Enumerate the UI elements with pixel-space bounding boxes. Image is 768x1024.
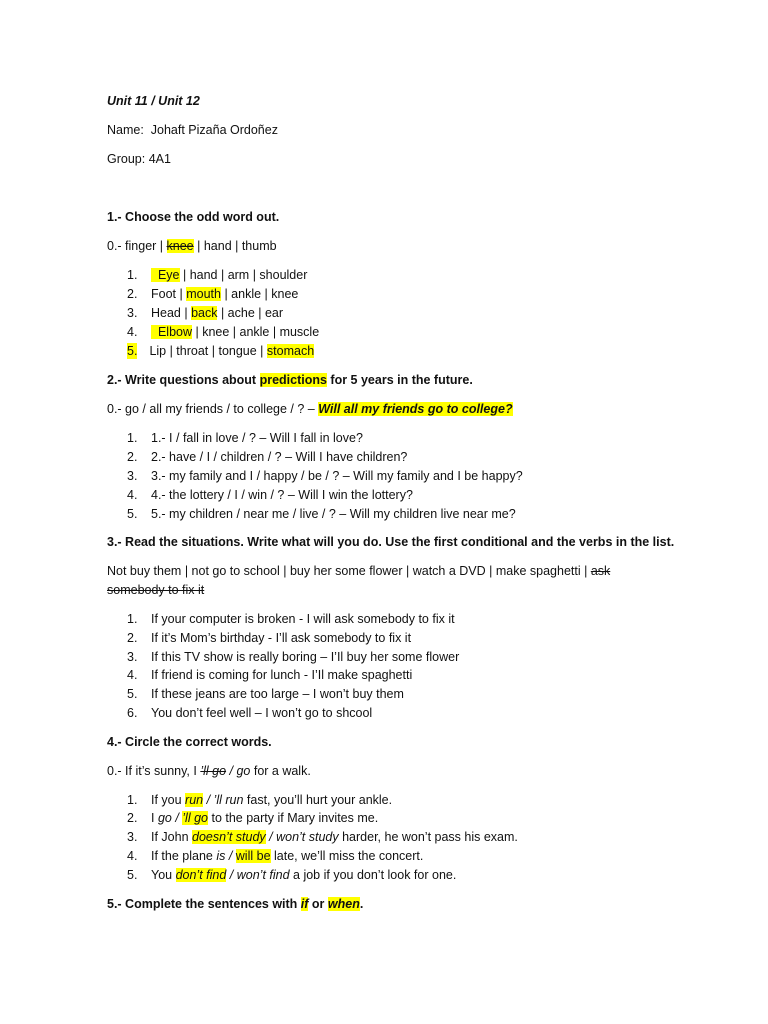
group-line: Group: 4A1 (107, 152, 171, 166)
list-item: 2. 2.- have / I / children / ? – Will I have children? (127, 450, 408, 464)
section4-example: 0.- If it’s sunny, I ’ll go / go for a walk. (107, 764, 311, 778)
list-item: 1. If your computer is broken - I will ask somebody to fix it (127, 612, 455, 626)
list-item: 3. If this TV show is really boring – I’Il buy her some flower (127, 650, 460, 664)
list-item: 5. You don’t find / won’t find a job if you don’t look for one. (127, 868, 457, 882)
list-item: 1. 1.- I / fall in love / ? – Will I fall in love? (127, 431, 363, 445)
section1-example: 0.- finger | knee | hand | thumb (107, 239, 277, 253)
list-item: 2. I go / ’ll go to the party if Mary invites me. (127, 811, 379, 825)
unit-heading: Unit 11 / Unit 12 (107, 94, 200, 108)
name-line: Name: Johaft Pizaña Ordoñez (107, 123, 278, 137)
section4-title: 4.- Circle the correct words. (107, 735, 272, 749)
list-item: 2. Foot | mouth | ankle | knee (127, 287, 299, 301)
section2-title: 2.- Write questions about predictions for 5 years in the future. (107, 373, 473, 387)
list-item: 2. If it’s Mom’s birthday - I’ll ask somebody to fix it (127, 631, 412, 645)
list-item: 1. If you run / ’ll run fast, you’ll hurt your ankle. (127, 793, 393, 807)
list-item: 3. Head | back | ache | ear (127, 306, 284, 320)
list-item: 3. If John doesn’t study / won’t study harder, he won’t pass his exam. (127, 830, 518, 844)
list-item: 1. Eye | hand | arm | shoulder (127, 268, 308, 282)
list-item: 4. 4.- the lottery / I / win / ? – Will I win the lottery? (127, 488, 413, 502)
list-item: 4. If friend is coming for lunch - I’Il make spaghetti (127, 668, 413, 682)
section1-title: 1.- Choose the odd word out. (107, 210, 280, 224)
list-item: 6. You don’t feel well – I won’t go to shcool (127, 706, 373, 720)
section5-title: 5.- Complete the sentences with if or when. (107, 897, 364, 911)
section3-title: 3.- Read the situations. Write what will you do. Use the first conditional and the verbs in the list. (107, 535, 675, 549)
list-item: 4. If the plane is / will be late, we’ll miss the concert. (127, 849, 424, 863)
list-item: 5. 5.- my children / near me / live / ? – Will my children live near me? (127, 507, 516, 521)
list-item: 4. Elbow | knee | ankle | muscle (127, 325, 320, 339)
section3-verb-list: Not buy them | not go to school | buy her some flower | watch a DVD | make spaghetti | ask somebody to fix it (107, 564, 611, 597)
list-item: 3. 3.- my family and I / happy / be / ? – Will my family and I be happy? (127, 469, 523, 483)
list-item: 5. If these jeans are too large – I won’t buy them (127, 687, 404, 701)
section2-example: 0.- go / all my friends / to college / ? – Will all my friends go to college? (107, 402, 513, 416)
list-item: 5. Lip | throat | tongue | stomach (127, 344, 315, 358)
